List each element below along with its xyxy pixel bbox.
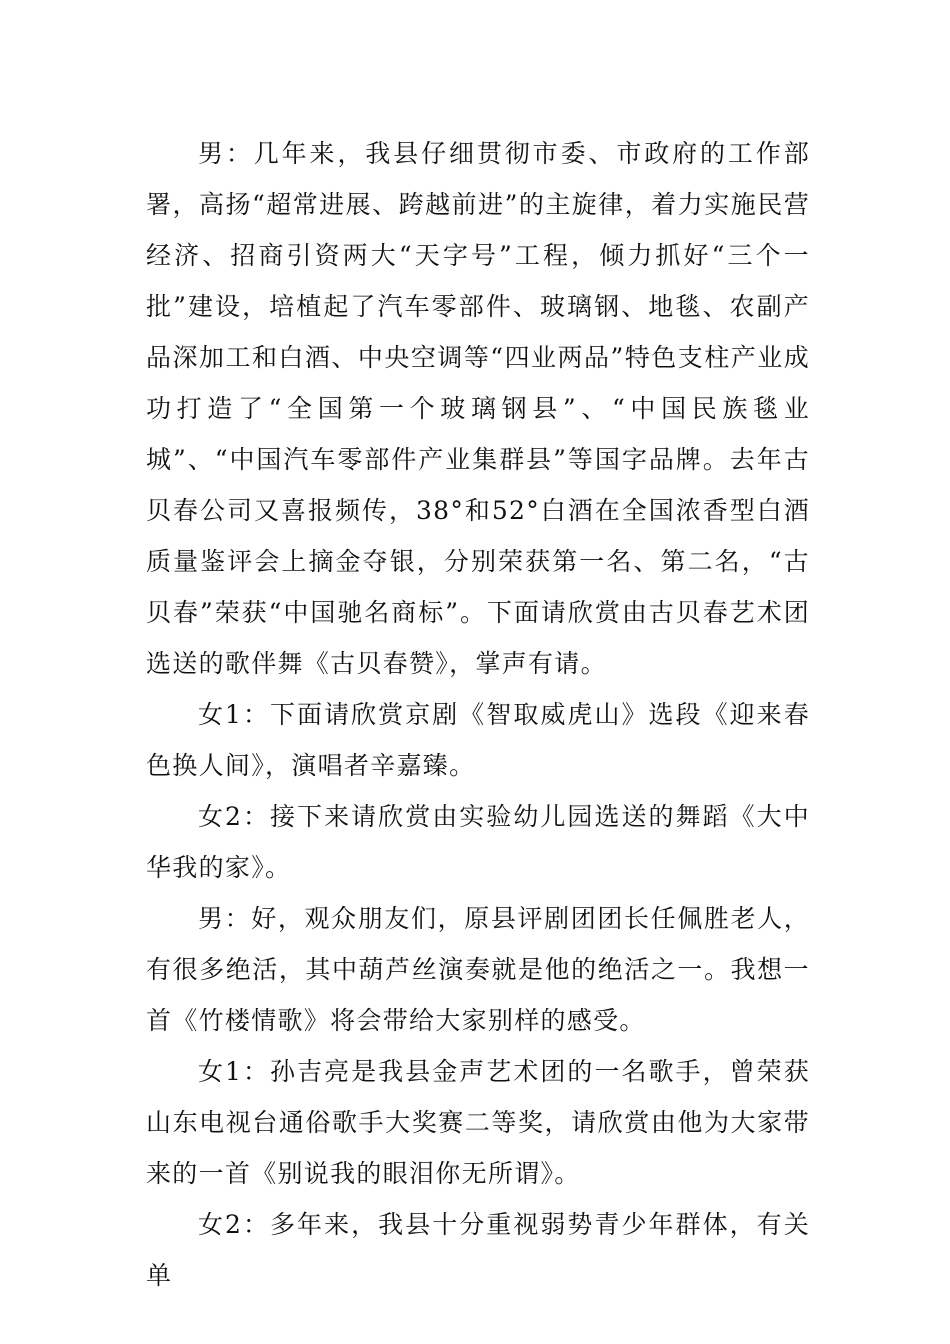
paragraph-female2-youth-groups: 女2：多年来，我县十分重视弱势青少年群体，有关单 <box>146 1210 810 1290</box>
paragraph-female2-kindergarten-dance: 女2：接下来请欣赏由实验幼儿园选送的舞蹈《大中华我的家》。 <box>146 802 810 882</box>
paragraph-male-county-industries: 男：几年来，我县仔细贯彻市委、市政府的工作部署，高扬“超常进展、跨越前进”的主旋律，着力实施民营经济、招商引资两大“天字号”工程，倾力抓好“三个一批”建设，培植起了汽车零部件、玻璃钢、地毯、农副产品深加工和白酒、中央空调等“四业两品”特色支柱产业成功打造了“全国第一个玻璃钢县”、“中国民族毯业城”、“中国汽车零部件产业集群县”等国字品牌。去年古贝春公司又喜报频传，38°和52°白酒在全国浓香型白酒质量鉴评会上摘金夺银，分别荣获第一名、第二名，“古贝春”荣获“中国驰名商标”。下面请欣赏由古贝春艺术团选送的歌伴舞《古贝春赞》，掌声有请。 <box>146 139 810 678</box>
paragraph-female1-singer: 女1：孙吉亮是我县金声艺术团的一名歌手，曾荣获山东电视台通俗歌手大奖赛二等奖，请欣赏由他为大家带来的一首《别说我的眼泪你无所谓》。 <box>146 1057 810 1188</box>
paragraph-male-hulusi-performance: 男：好，观众朋友们，原县评剧团团长任佩胜老人，有很多绝活，其中葫芦丝演奏就是他的绝活之一。我想一首《竹楼情歌》将会带给大家别样的感受。 <box>146 904 810 1035</box>
paragraph-female1-peking-opera: 女1：下面请欣赏京剧《智取威虎山》选段《迎来春色换人间》，演唱者辛嘉臻。 <box>146 700 810 780</box>
document-body <box>146 128 810 1301</box>
